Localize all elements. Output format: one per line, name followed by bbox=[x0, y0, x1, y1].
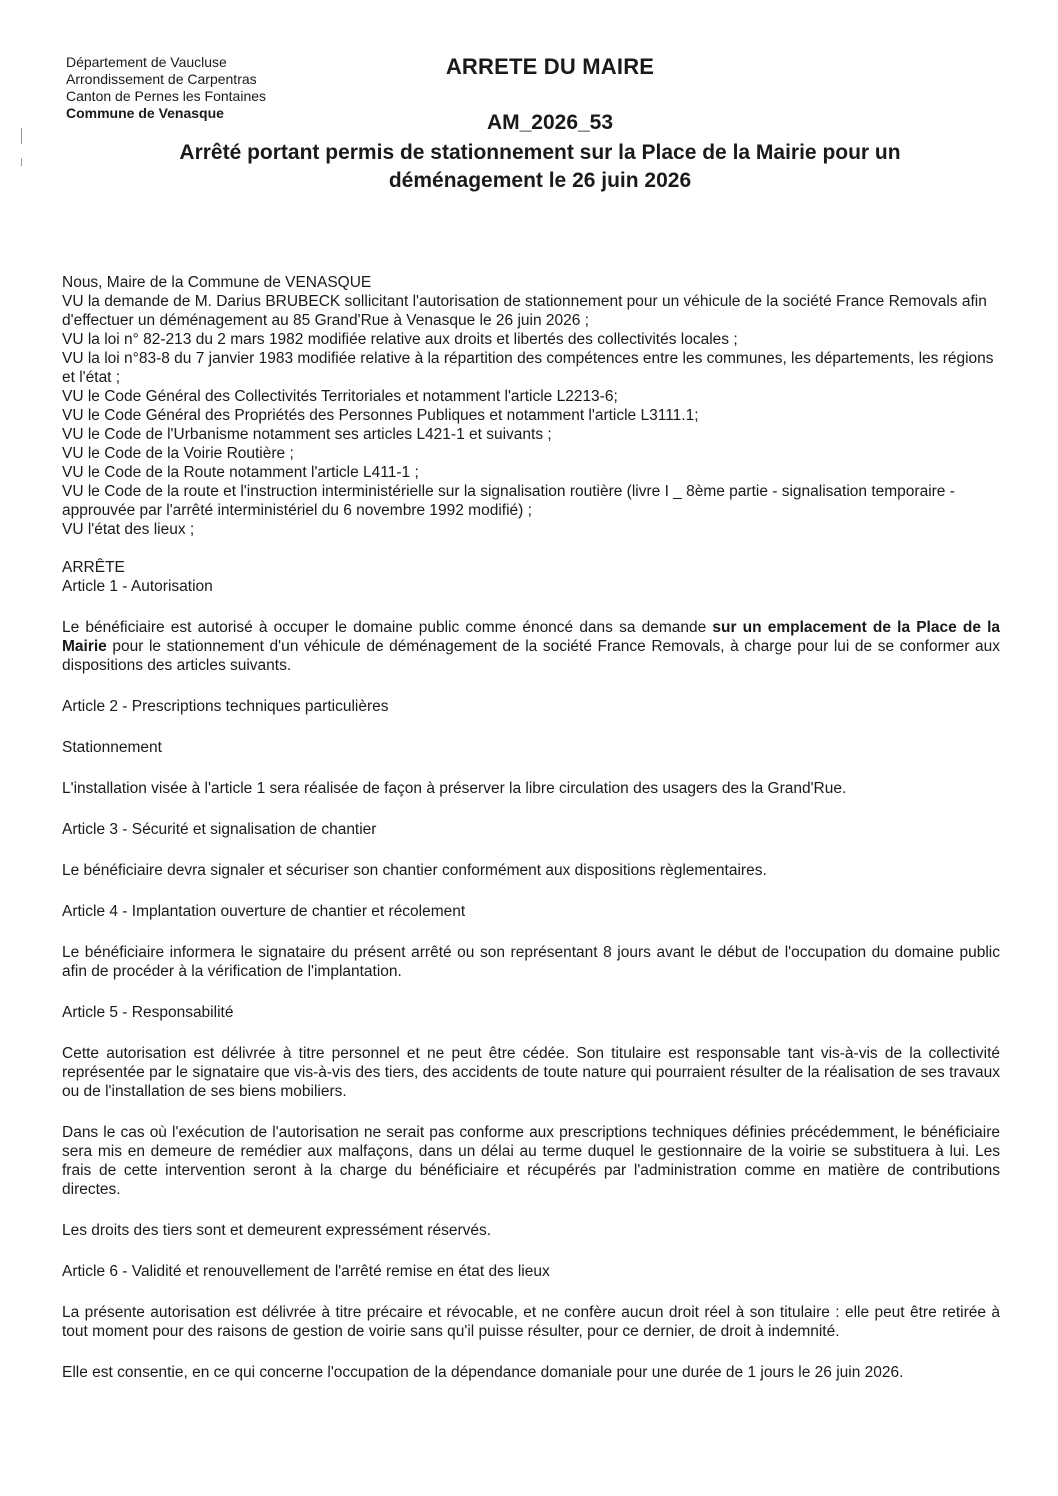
visa-item: VU le Code Général des Collectivités Territoriales et notamment l'article L2213-6; bbox=[62, 388, 618, 405]
article-1-text bbox=[62, 618, 1000, 675]
visa-item: VU le Code de la Voirie Routière ; bbox=[62, 445, 294, 462]
article-4-text: Le bénéficiaire informera le signataire du présent arrêté ou son représentant 8 jours avant le début de l'occupation du domaine public afin de procéder à la vérification de l'implantation. bbox=[62, 944, 1000, 980]
preamble: Nous, Maire de la Commune de VENASQUE bbox=[62, 274, 372, 291]
scan-margin-mark bbox=[21, 158, 22, 166]
arrete-label: ARRÊTE bbox=[62, 559, 125, 576]
visa-item: VU la demande de M. Darius BRUBECK sollicitant l'autorisation de stationnement pour un véhicule de la société France Removals afin d'effectuer un déménagement au 85 Grand'Rue à Venasque le 26 juin 2026 ; bbox=[62, 293, 987, 329]
visa-item: VU le Code de la route et l'instruction interministérielle sur la signalisation routière (livre I _ 8ème partie - signalisation temporaire - approuvée par l'arrêté interministériel du 6 novembre 1992 modifié) ; bbox=[62, 483, 955, 519]
article-3-heading: Article 3 - Sécurité et signalisation de chantier bbox=[62, 821, 377, 838]
article-1-text-start: Le bénéficiaire est autorisé à occuper le domaine public comme énoncé dans sa demande bbox=[62, 619, 713, 636]
document-reference: AM_2026_53 bbox=[486, 111, 614, 134]
article-1-text-emphasis: sur un emplacement de la Place de la Mairie bbox=[62, 619, 1000, 655]
header-line-department: Département de Vaucluse bbox=[66, 54, 227, 70]
document-title bbox=[80, 139, 1000, 195]
header-line-canton: Canton de Pernes les Fontaines bbox=[66, 88, 267, 104]
article-2-subheading: Stationnement bbox=[62, 739, 162, 756]
article-2-heading: Article 2 - Prescriptions techniques particulières bbox=[62, 698, 389, 715]
visa-item: VU l'état des lieux ; bbox=[62, 521, 195, 538]
article-6-heading: Article 6 - Validité et renouvellement de l'arrêté remise en état des lieux bbox=[62, 1263, 550, 1280]
article-6-paragraph-1: La présente autorisation est délivrée à titre précaire et révocable, et ne confère aucun droit réel à son titulaire : elle peut être retirée à tout moment pour des raisons de gestion de voirie sans qu'il puisse résulter, pour ce dernier, de droit à indemnité. bbox=[62, 1304, 1000, 1340]
article-2-text: L'installation visée à l'article 1 sera réalisée de façon à préserver la libre circulation des usagers des la Grand'Rue. bbox=[62, 780, 847, 797]
visa-item: VU le Code Général des Propriétés des Personnes Publiques et notamment l'article L3111.1; bbox=[62, 407, 699, 424]
article-5-paragraph-1: Cette autorisation est délivrée à titre personnel et ne peut être cédée. Son titulaire est responsable tant vis-à-vis de la collectivité représentée par le signataire que vis-à-vis des tiers, des accidents de toute nature qui pourraient résulter de la réalisation de ses travaux ou de l'installation de ses biens mobiliers. bbox=[62, 1045, 1000, 1100]
article-1-text-end: pour le stationnement d'un véhicule de déménagement de la société France Removals, à charge pour lui de se conformer aux dispositions des articles suivants. bbox=[62, 638, 1000, 674]
header-commune: Commune de Venasque bbox=[66, 105, 224, 121]
article-5-paragraph-2: Dans le cas où l'exécution de l'autorisation ne serait pas conforme aux prescriptions techniques définies précédemment, le bénéficiaire sera mis en demeure de remédier aux malfaçons, dans un délai au terme duquel le gestionnaire de la voirie se substituera à lui. Les frais de cette intervention seront à la charge du bénéficiaire et récupérés par l'administration comme en matière de contributions directes. bbox=[62, 1124, 1000, 1198]
document-type: ARRETE DU MAIRE bbox=[445, 54, 655, 79]
header-line-arrondissement: Arrondissement de Carpentras bbox=[66, 71, 257, 87]
article-1-heading: Article 1 - Autorisation bbox=[62, 578, 213, 595]
article-3-text: Le bénéficiaire devra signaler et sécuriser son chantier conformément aux dispositions règlementaires. bbox=[62, 862, 767, 879]
administrative-header bbox=[66, 54, 266, 122]
title-line-1: Arrêté portant permis de stationnement sur la Place de la Mairie pour un bbox=[179, 141, 901, 164]
visa-item: VU le Code de l'Urbanisme notamment ses articles L421-1 et suivants ; bbox=[62, 426, 552, 443]
visa-item: VU le Code de la Route notamment l'article L411-1 ; bbox=[62, 464, 419, 481]
article-4-heading: Article 4 - Implantation ouverture de chantier et récolement bbox=[62, 903, 466, 920]
scan-margin-mark bbox=[21, 128, 22, 144]
visa-item: VU la loi n° 82-213 du 2 mars 1982 modifiée relative aux droits et libertés des collectivités locales ; bbox=[62, 331, 738, 348]
visa-item: VU la loi n°83-8 du 7 janvier 1983 modifiée relative à la répartition des compétences entre les communes, les départements, les régions et l'état ; bbox=[62, 350, 994, 386]
article-5-paragraph-3: Les droits des tiers sont et demeurent expressément réservés. bbox=[62, 1222, 492, 1239]
article-5-heading: Article 5 - Responsabilité bbox=[62, 1004, 234, 1021]
article-6-paragraph-2: Elle est consentie, en ce qui concerne l'occupation de la dépendance domaniale pour une durée de 1 jours le 26 juin 2026. bbox=[62, 1364, 904, 1381]
title-line-2: déménagement le 26 juin 2026 bbox=[388, 169, 692, 192]
document-body bbox=[62, 273, 1000, 1382]
